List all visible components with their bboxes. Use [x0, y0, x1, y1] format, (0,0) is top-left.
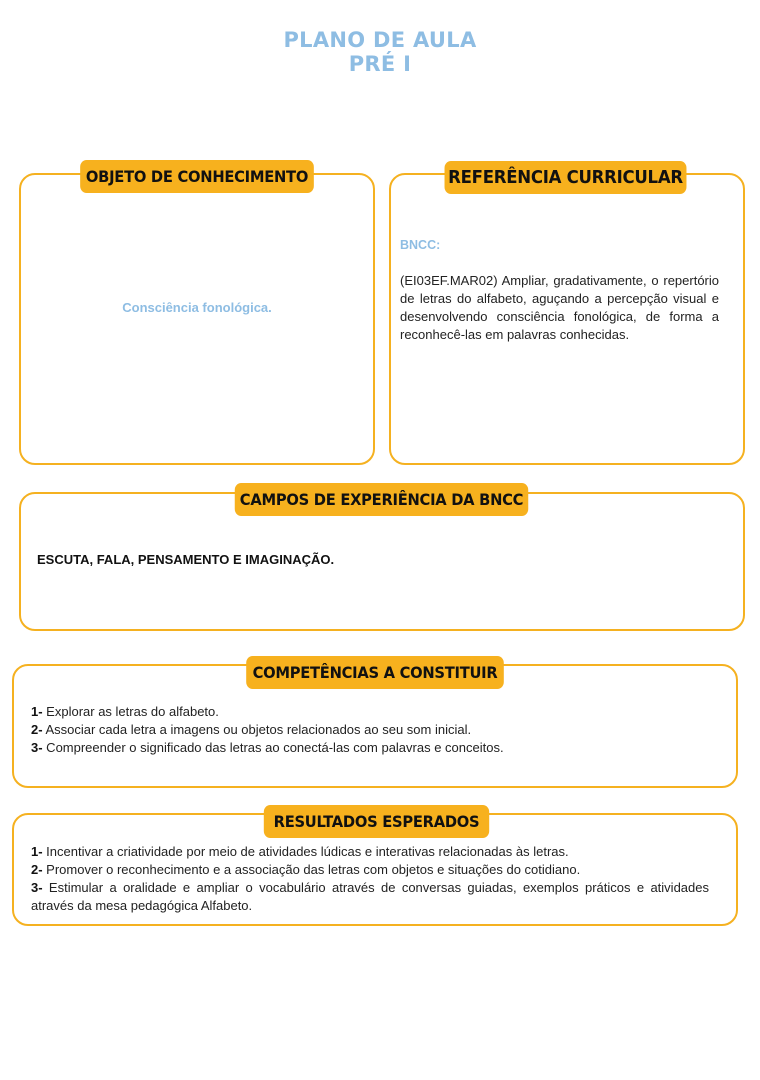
resultados-esperados-heading: RESULTADOS ESPERADOS — [264, 805, 489, 838]
bncc-content: (EI03EF.MAR02) Ampliar, gradativamente, o repertório de letras do alfabeto, aguçando a percepção visual e desenvolvendo consciência fonológica, de forma a reconhecê-las em palavras conhecidas. — [400, 273, 719, 342]
list-item — [31, 703, 721, 721]
list-item-number: 1- — [31, 704, 43, 719]
list-item-number: 3- — [31, 740, 43, 755]
list-item — [31, 843, 709, 861]
list-item — [31, 861, 709, 879]
list-item-text: Associar cada letra a imagens ou objetos relacionados ao seu som inicial. — [42, 722, 472, 737]
objeto-conhecimento-heading: OBJETO DE CONHECIMENTO — [80, 160, 314, 193]
list-item-text: Incentivar a criatividade por meio de atividades lúdicas e interativas relacionadas às letras. — [42, 844, 569, 859]
page-title — [0, 28, 760, 76]
list-item-number: 3- — [31, 880, 43, 895]
list-item — [31, 879, 709, 915]
campos-experiencia-content: ESCUTA, FALA, PENSAMENTO E IMAGINAÇÃO. — [37, 552, 335, 567]
list-item-number: 1- — [31, 844, 43, 859]
list-item-text: Explorar as letras do alfabeto. — [42, 704, 219, 719]
list-item-number: 2- — [31, 862, 43, 877]
list-item-text: Compreender o significado das letras ao conectá-las com palavras e conceitos. — [42, 740, 504, 755]
competencias-list — [31, 703, 721, 757]
page-title-line-1: PLANO DE AULA — [283, 28, 477, 52]
resultados-esperados-list — [31, 843, 709, 915]
objeto-conhecimento-card — [19, 173, 375, 465]
page-title-line-2: PRÉ I — [348, 52, 412, 76]
list-item — [31, 739, 721, 757]
competencias-heading: COMPETÊNCIAS A CONSTITUIR — [246, 656, 504, 689]
list-item-text: Promover o reconhecimento e a associação das letras com objetos e situações do cotidiano. — [42, 862, 581, 877]
objeto-conhecimento-content: Consciência fonológica. — [122, 300, 272, 315]
list-item — [31, 721, 721, 739]
campos-experiencia-heading: CAMPOS DE EXPERIÊNCIA DA BNCC — [235, 483, 528, 516]
referencia-curricular-heading: REFERÊNCIA CURRICULAR — [445, 161, 687, 194]
bncc-label: BNCC: — [400, 238, 441, 252]
list-item-text: Estimular a oralidade e ampliar o vocabulário através de conversas guiadas, exemplos práticos e atividades através da mesa pedagógica Alfabeto. — [31, 880, 709, 913]
list-item-number: 2- — [31, 722, 43, 737]
